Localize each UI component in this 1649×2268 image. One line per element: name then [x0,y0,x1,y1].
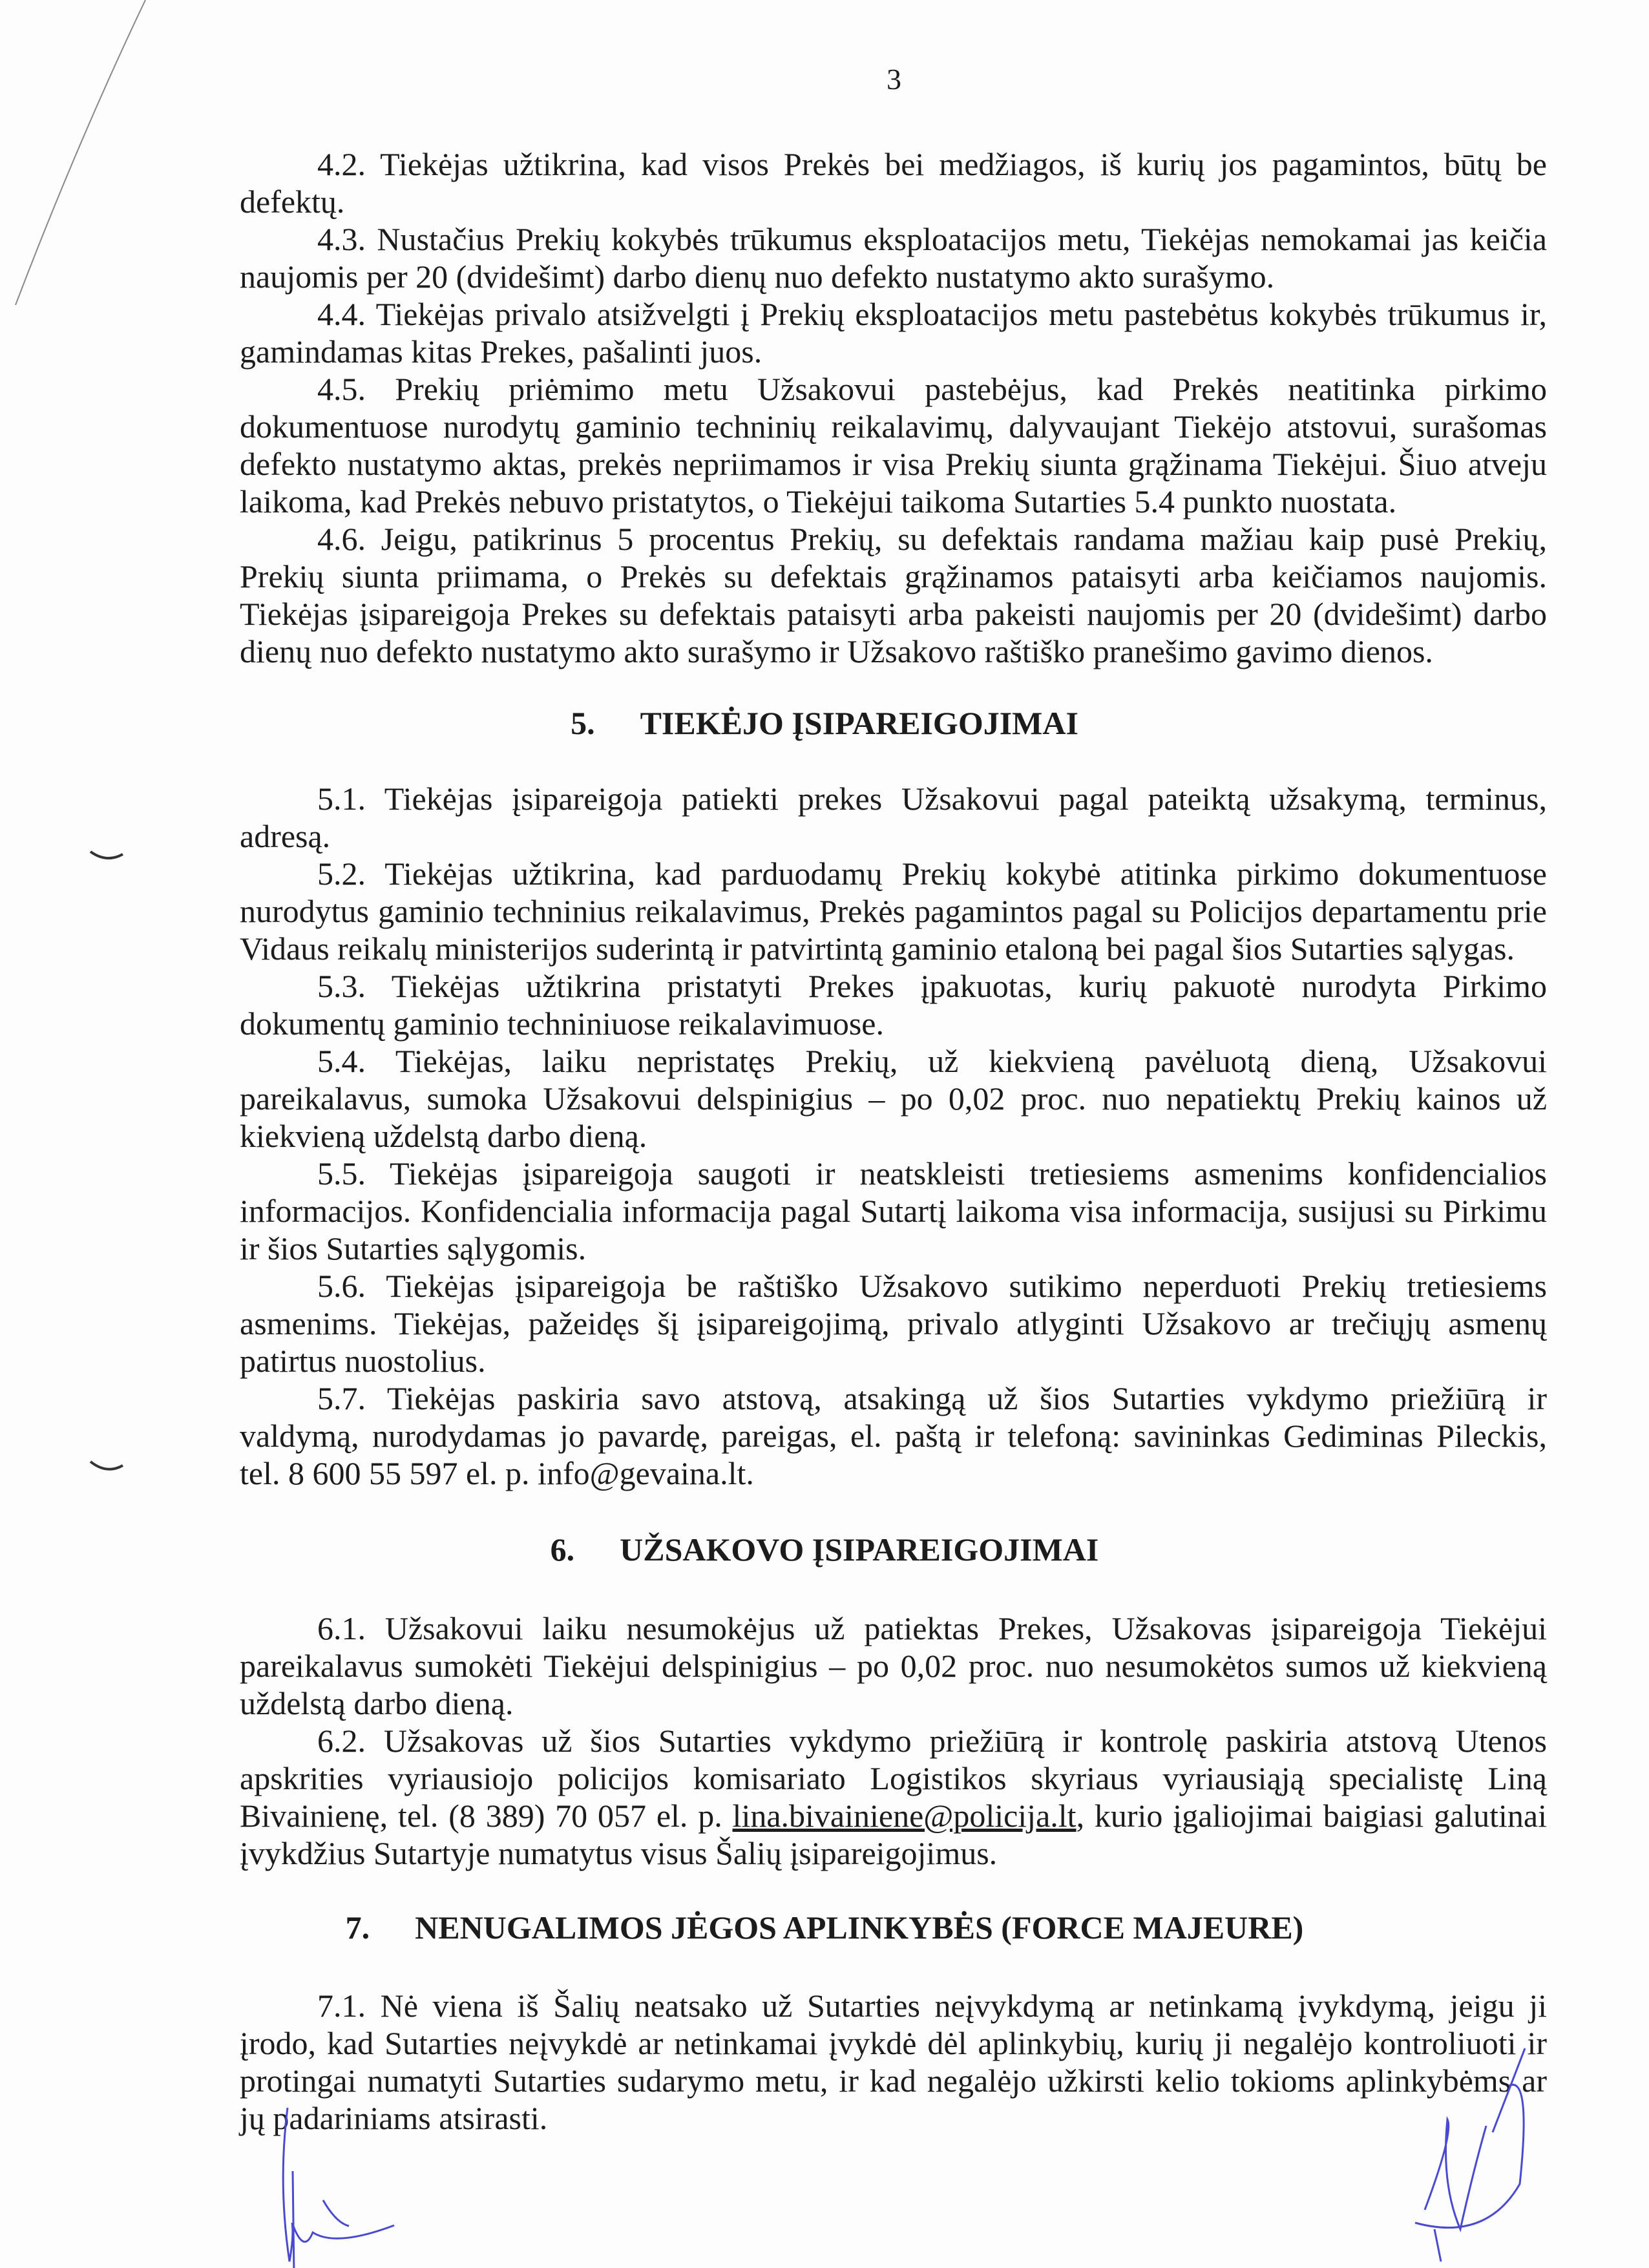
section-heading [0,704,1649,742]
text-line: ir šios Sutarties sąlygomis. [240,1230,587,1266]
text-line: pareikalavus sumokėti Tiekėjui delspinigius – po 0,02 proc. nuo nesumokėtos sumos už kiekvieną [240,1648,1547,1684]
text-line: 5.5. Tiekėjas įsipareigoja saugoti ir neatskleisti tretiesiems asmenims konfidencialios [317,1155,1547,1192]
section-number: 6. [550,1531,575,1568]
text-line: įvykdžius Sutartyje numatytus visus Šalių įsipareigojimus. [240,1835,998,1871]
text-line: defekto nustatymo aktas, prekės nepriimamos ir visa Prekių siunta grąžinama Tiekėjui. Šiuo atveju [240,446,1547,482]
punch-mark-1 [90,852,123,858]
text-line: adresą. [240,818,331,854]
page-number: 3 [887,63,901,96]
text-line: dokumentuose nurodytų gaminio techninių reikalavimų, dalyvaujant Tiekėjo atstovui, surašomas [240,408,1547,445]
text-line: 5.1. Tiekėjas įsipareigoja patiekti prekes Užsakovui pagal pateiktą užsakymą, terminus, [317,781,1547,817]
text-line: defektų. [240,184,345,220]
section-heading [0,1531,1649,1568]
clause-paragraph [240,145,1547,220]
text-line: 5.7. Tiekėjas paskiria savo atstovą, atsakingą už šios Sutarties vykdymo priežiūrą ir [317,1380,1547,1416]
text-line: dienų nuo defekto nustatymo akto surašymo ir Užsakovo raštiško pranešimo gavimo dienos. [240,633,1433,669]
margin-stroke [16,0,145,305]
clause-paragraph [240,1722,1547,1872]
text-line: 5.3. Tiekėjas užtikrina pristatyti Prekes įpakuotas, kurių pakuotė nurodyta Pirkimo [317,968,1547,1004]
clause-paragraph [240,520,1547,670]
text-line: 4.5. Prekių priėmimo metu Užsakovui pastebėjus, kad Prekės neatitinka pirkimo [317,371,1547,407]
text-line: dokumentų gaminio techniniuose reikalavimuose. [240,1005,884,1042]
text-line: tel. 8 600 55 597 el. p. info@gevaina.lt. [240,1455,754,1491]
text-line: 5.2. Tiekėjas užtikrina, kad parduodamų Prekių kokybė atitinka pirkimo dokumentuose [317,856,1547,892]
clause-paragraph [240,220,1547,295]
text-line: 4.2. Tiekėjas užtikrina, kad visos Prekės bei medžiagos, iš kurių jos pagamintos, būtų be [317,146,1547,182]
text-line: protingai numatyti Sutarties sudarymo metu, ir kad negalėjo užkirsti kelio tokioms aplinkybėms ar [240,2063,1547,2099]
text-line: Tiekėjas įsipareigoja Prekes su defektais pataisyti arba pakeisti naujomis per 20 (dvidešimt) darbo [240,596,1547,632]
text-line: 5.4. Tiekėjas, laiku nepristatęs Prekių, už kiekvieną pavėluotą dieną, Užsakovui [317,1043,1547,1079]
text-line: 4.3. Nustačius Prekių kokybės trūkumus eksploatacijos metu, Tiekėjas nemokamai jas keičia [317,221,1547,257]
section-heading [0,1909,1649,1946]
text-segment: Bivainienę, tel. (8 389) 70 057 el. p. [240,1798,733,1834]
section-number: 7. [345,1909,370,1946]
text-segment: , kurio įgaliojimai baigiasi galutinai [1076,1798,1547,1834]
text-line: informacijos. Konfidencialia informacija pagal Sutartį laikoma visa informacija, susijusi su Pirkimu [240,1193,1547,1229]
text-line: jų padariniams atsirasti. [240,2100,548,2136]
email-link[interactable]: lina.bivainiene@policija.lt [732,1798,1077,1834]
text-line: gamindamas kitas Prekes, pašalinti juos. [240,333,762,370]
text-line: 7.1. Nė viena iš Šalių neatsako už Sutarties neįvykdymą ar netinkamą įvykdymą, jeigu ji [317,1988,1547,2024]
section-number: 5. [571,705,595,741]
section-title: UŽSAKOVO ĮSIPAREIGOJIMAI [620,1531,1099,1568]
text-line: pareikalavus, sumoka Užsakovui delspinigius – po 0,02 proc. nuo nepatiektų Prekių kainos už [240,1080,1547,1117]
text-line [240,1797,1547,1834]
clause-paragraph [240,295,1547,370]
section-title: NENUGALIMOS JĖGOS APLINKYBĖS (FORCE MAJEURE) [415,1909,1304,1946]
section-title: TIEKĖJO ĮSIPAREIGOJIMAI [640,705,1078,741]
clause-paragraph [240,780,1547,855]
text-line: naujomis per 20 (dvidešimt) darbo dienų nuo defekto nustatymo akto surašymo. [240,258,1275,295]
text-line: laikoma, kad Prekės nebuvo pristatytos, o Tiekėjui taikoma Sutarties 5.4 punkto nuostata. [240,483,1397,520]
text-line: įrodo, kad Sutarties neįvykdė ar netinkamai įvykdė dėl aplinkybių, kurių ji negalėjo kontroliuoti ir [240,2025,1547,2061]
text-line: 4.4. Tiekėjas privalo atsižvelgti į Prekių eksploatacijos metu pastebėtus kokybės trūkumus ir, [317,296,1547,332]
text-line: 4.6. Jeigu, patikrinus 5 procentus Prekių, su defektais randama mažiau kaip pusė Prekių, [317,521,1547,557]
clause-paragraph [240,1380,1547,1492]
text-line: asmenims. Tiekėjas, pažeidęs šį įsipareigojimą, privalo atlyginti Užsakovo ar trečiųjų asmenų [240,1305,1547,1341]
text-line: kiekvieną uždelstą darbo dieną. [240,1118,647,1154]
text-line: 6.2. Užsakovas už šios Sutarties vykdymo priežiūrą ir kontrolę paskiria atstovą Utenos [317,1723,1547,1759]
clause-paragraph [240,370,1547,520]
text-line: valdymą, nurodydamas jo pavardę, pareigas, el. paštą ir telefoną: savininkas Gediminas Pileckis, [240,1418,1547,1454]
clause-paragraph [240,1987,1547,2137]
clause-paragraph [240,967,1547,1042]
clause-paragraph [240,855,1547,967]
punch-mark-2 [90,1462,123,1469]
text-line: patirtus nuostolius. [240,1343,486,1379]
text-line: apskrities vyriausiojo policijos komisariato Logistikos skyriaus vyriausiąją specialistę Liną [240,1760,1547,1796]
text-line: nurodytus gaminio techninius reikalavimus, Prekės pagamintos pagal su Policijos departamentu prie [240,893,1547,929]
section-body [240,780,1547,1492]
text-line: Vidaus reikalų ministerijos suderintą ir patvirtintą gaminio etaloną bei pagal šios Sutarties sąlygas. [240,930,1515,967]
section-body [240,145,1547,670]
section-body [240,1987,1547,2137]
clause-paragraph [240,1042,1547,1155]
section-body [240,1610,1547,1872]
clause-paragraph [240,1155,1547,1267]
clause-paragraph [240,1267,1547,1380]
text-line: 5.6. Tiekėjas įsipareigoja be raštiško Užsakovo sutikimo neperduoti Prekių tretiesiems [317,1268,1547,1304]
text-line: Prekių siunta priimama, o Prekės su defektais grąžinamos pataisyti arba keičiamos naujomis. [240,558,1547,594]
clause-paragraph [240,1610,1547,1722]
text-line: uždelstą darbo dieną. [240,1685,514,1721]
text-line: 6.1. Užsakovui laiku nesumokėjus už patiektas Prekes, Užsakovas įsipareigoja Tiekėjui [317,1610,1547,1646]
